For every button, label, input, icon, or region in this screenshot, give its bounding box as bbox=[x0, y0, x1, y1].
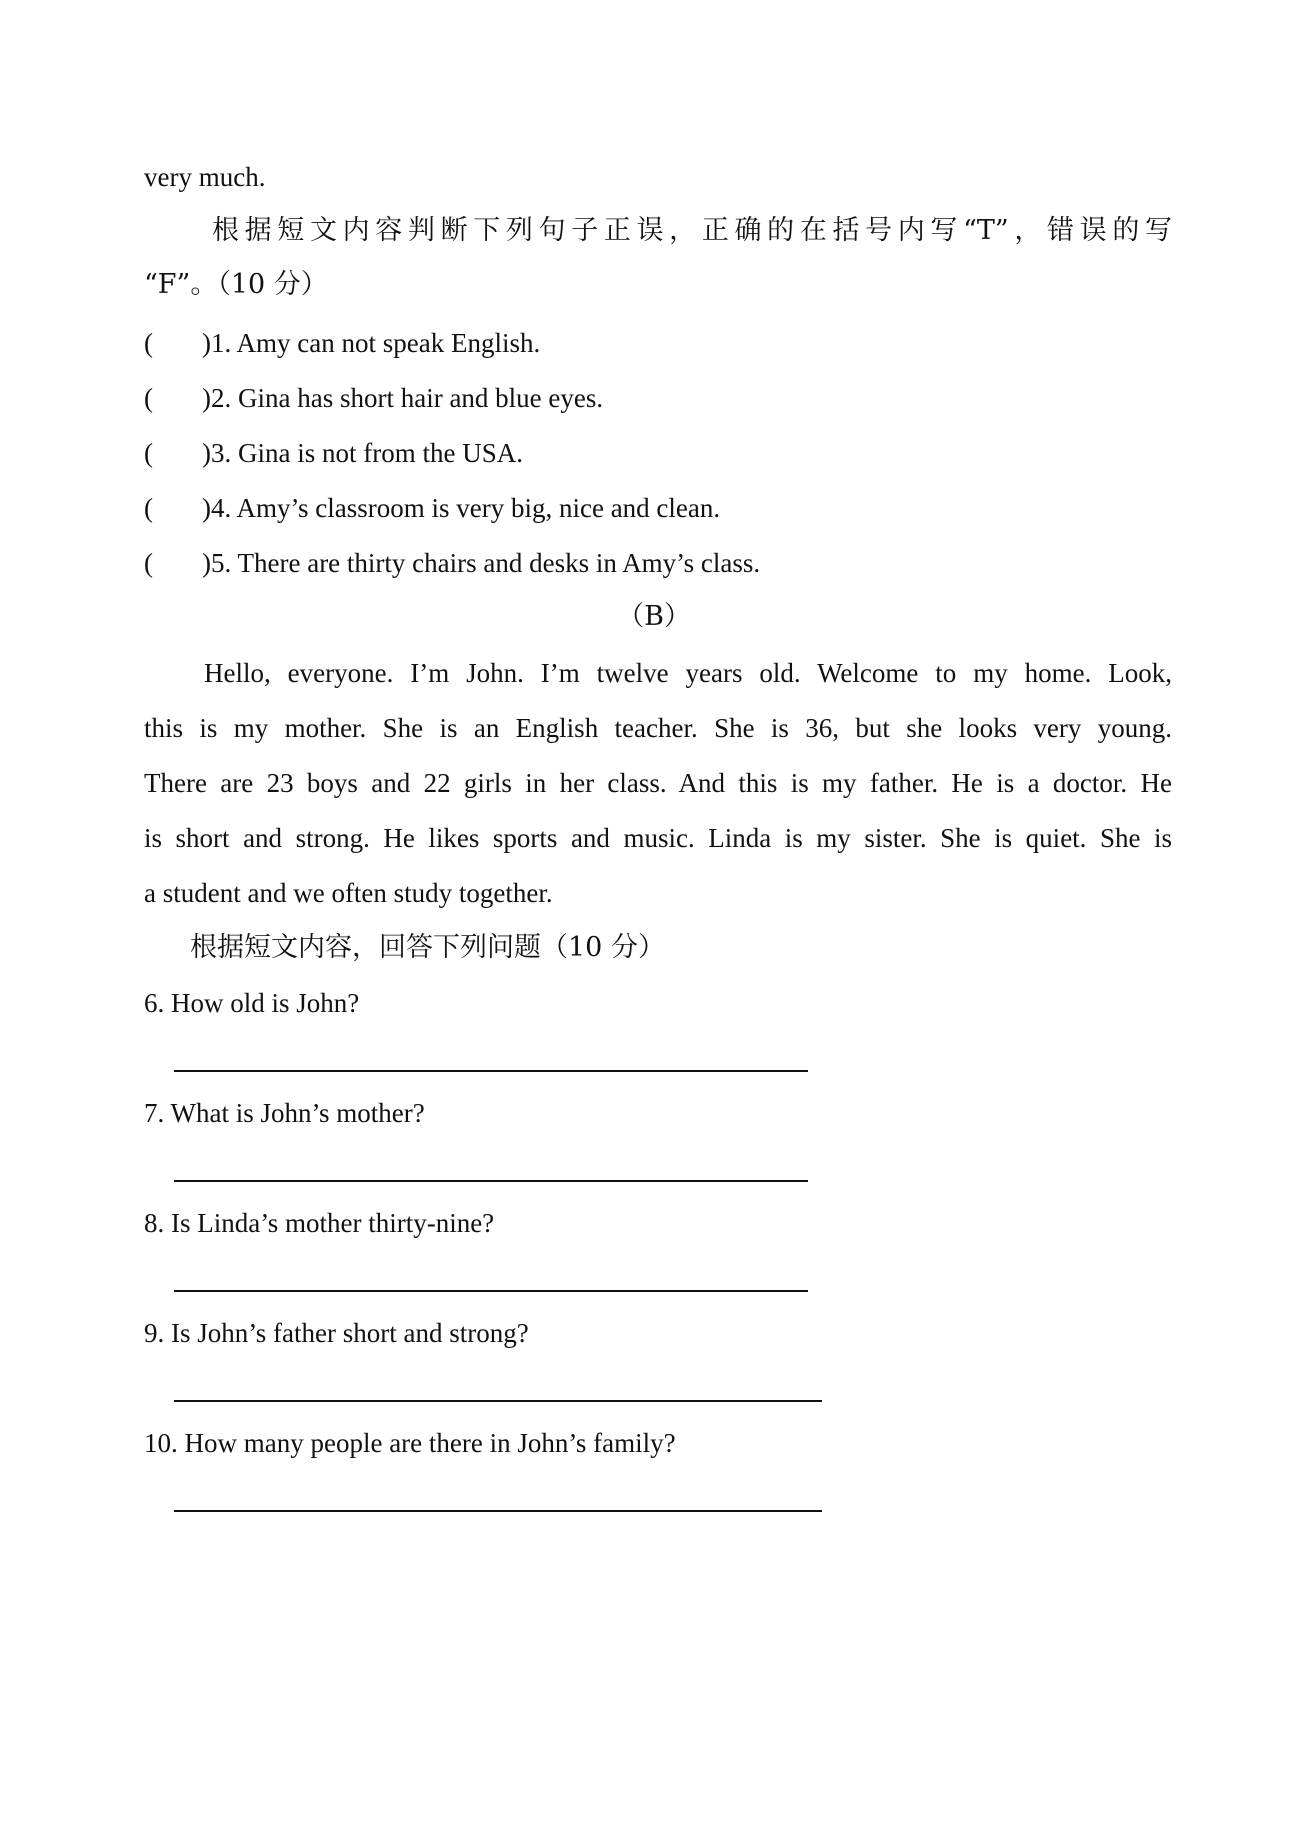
tf-item bbox=[144, 326, 540, 360]
answer-line[interactable] bbox=[174, 1290, 808, 1292]
passage-b-line: is short and strong. He likes sports and music. Linda is my sister. She is quiet. She is bbox=[144, 823, 1172, 853]
question: 6. How old is John? bbox=[144, 988, 360, 1018]
tf-item-text: )5. There are thirty chairs and desks in Amy’s class. bbox=[202, 548, 761, 578]
tf-item-text: )1. Amy can not speak English. bbox=[202, 328, 541, 358]
tf-answer-blank[interactable]: ( bbox=[144, 548, 153, 578]
passage-b-line: this is my mother. She is an English teacher. She is 36, but she looks very young. bbox=[144, 713, 1172, 743]
tf-instruction-line2: “F”。（10 分） bbox=[144, 269, 328, 300]
answer-line[interactable] bbox=[174, 1180, 808, 1182]
tf-answer-blank[interactable]: ( bbox=[144, 328, 153, 358]
passage-b-line: a student and we often study together. bbox=[144, 878, 553, 908]
qa-instruction: 根据短文内容，回答下列问题（10 分） bbox=[190, 932, 665, 963]
tf-instruction-line1: 根据短文内容判断下列句子正误，正确的在括号内写“T”，错误的写 bbox=[212, 215, 1172, 246]
tf-item bbox=[144, 546, 760, 580]
tf-item-text: )3. Gina is not from the USA. bbox=[202, 438, 523, 468]
passage-b-line: Hello, everyone. I’m John. I’m twelve years old. Welcome to my home. Look, bbox=[204, 658, 1172, 688]
question: 8. Is Linda’s mother thirty-nine? bbox=[144, 1208, 495, 1238]
section-b-label: （B） bbox=[617, 601, 691, 632]
answer-line[interactable] bbox=[174, 1510, 822, 1512]
answer-line[interactable] bbox=[174, 1400, 822, 1402]
tf-item bbox=[144, 491, 720, 525]
tf-item-text: )4. Amy’s classroom is very big, nice and clean. bbox=[202, 493, 721, 523]
passage-b-line: There are 23 boys and 22 girls in her class. And this is my father. He is a doctor. He bbox=[144, 768, 1172, 798]
question: 10. How many people are there in John’s family? bbox=[144, 1428, 676, 1458]
tf-item bbox=[144, 436, 523, 470]
tf-answer-blank[interactable]: ( bbox=[144, 383, 153, 413]
tf-answer-blank[interactable]: ( bbox=[144, 438, 153, 468]
tf-item bbox=[144, 381, 603, 415]
tf-answer-blank[interactable]: ( bbox=[144, 493, 153, 523]
answer-line[interactable] bbox=[174, 1070, 808, 1072]
passage-a-tail: very much. bbox=[144, 162, 266, 192]
tf-item-text: )2. Gina has short hair and blue eyes. bbox=[202, 383, 604, 413]
question: 9. Is John’s father short and strong? bbox=[144, 1318, 529, 1348]
question: 7. What is John’s mother? bbox=[144, 1098, 425, 1128]
